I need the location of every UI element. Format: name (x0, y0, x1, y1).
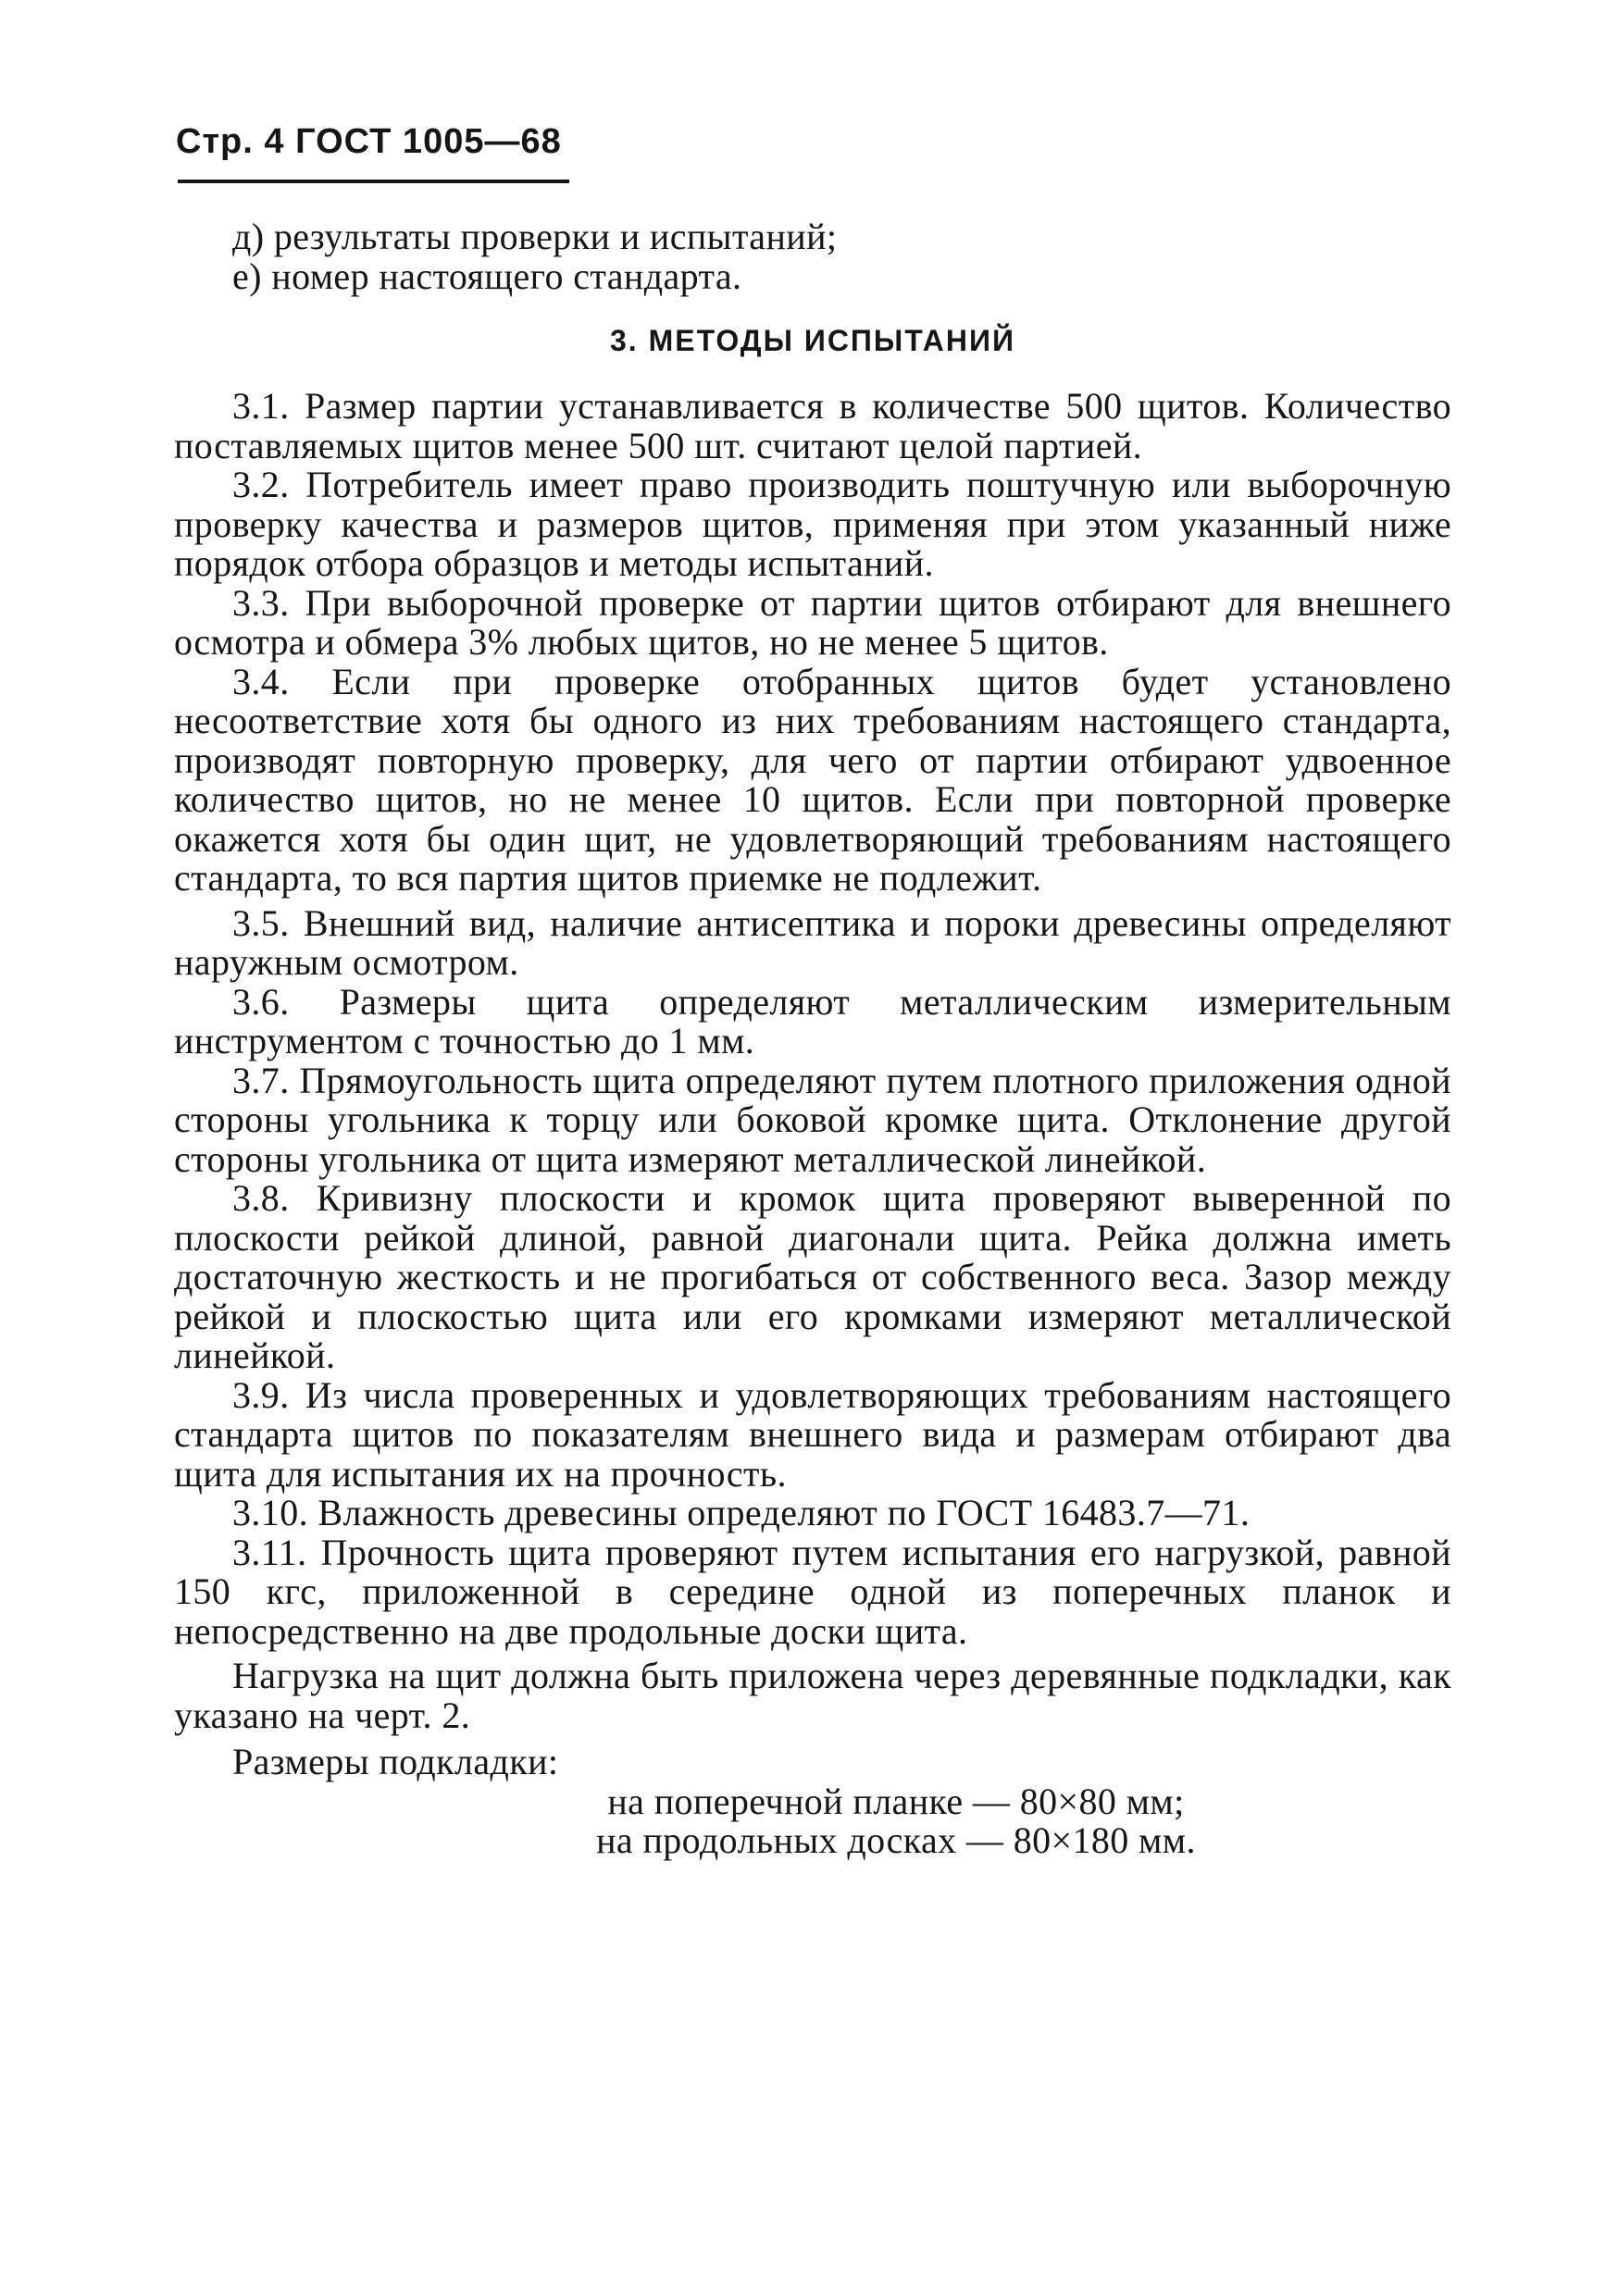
list-item-d: д) результаты проверки и испытаний; (232, 216, 838, 257)
dimension-cross-bar: на поперечной планке — 80×80 мм; (607, 1780, 1185, 1822)
document-body (174, 217, 1451, 1861)
paragraph-3-1: 3.1. Размер партии устанавливается в количестве 500 щитов. Количество поставляемых щитов менее 500 шт. считают целой партией. (174, 385, 1451, 466)
paragraph-3-10: 3.10. Влажность древесины определяют по ГОСТ 16483.7—71. (232, 1492, 1251, 1533)
list-item-e: е) номер настоящего стандарта. (232, 254, 742, 297)
paragraph-3-4: 3.4. Если при проверке отобранных щитов будет установлено несоответствие хотя бы одного из них требованиям настоящего стандарта, производят повторную проверку, для чего от партии отбирают удвоенное количество щитов, но не менее 10 щитов. Если при повторной проверке окажется хотя бы один щит, не удовлетворяющий требованиям настоящего стандарта, то вся партия щитов приемке не подлежит. (174, 660, 1451, 899)
paragraph-3-6: 3.6. Размеры щита определяют металлическим измерительным инструментом с точностью до 1 мм. (174, 980, 1451, 1061)
page-header: Стр. 4 ГОСТ 1005—68 (176, 122, 562, 161)
paragraph-3-8: 3.8. Кривизну плоскости и кромок щита проверяют выверенной по плоскости рейкой длиной, равной диагонали щита. Рейка должна иметь достаточную жесткость и не прогибаться от собственного веса. Зазор между рейкой и плоскостью щита или его кромками измеряют металлической линейкой. (174, 1177, 1451, 1376)
header-rule (178, 180, 569, 183)
paragraph-3-7: 3.7. Прямоугольность щита определяют путем плотного приложения одной стороны угольника к торцу или боковой кромке щита. Отклонение другой стороны угольника от щита измеряют металлической линейкой. (174, 1059, 1451, 1180)
paragraph-3-5: 3.5. Внешний вид, наличие антисептика и пороки древесины определяют наружным осмотром. (174, 901, 1451, 983)
section-title: 3. МЕТОДЫ ИСПЫТАНИЙ (610, 324, 1015, 357)
paragraph-3-2: 3.2. Потребитель имеет право производить поштучную или выборочную проверку качества и размеров щитов, применяя при этом указанный ниже порядок отбора образцов и методы испытаний. (174, 464, 1451, 584)
paragraph-3-3: 3.3. При выборочной проверке от партии щитов отбирают для внешнего осмотра и обмера 3% любых щитов, но не менее 5 щитов. (174, 581, 1451, 663)
paragraph-load: Нагрузка на щит должна быть приложена через деревянные подкладки, как указано на черт. 2. (174, 1655, 1451, 1736)
paragraph-3-11: 3.11. Прочность щита проверяют путем испытания его нагрузкой, равной 150 кгс, приложенной в середине одной из поперечных планок и непосредственно на две продольные доски щита. (174, 1531, 1451, 1652)
dimensions-label: Размеры подкладки: (232, 1741, 559, 1782)
paragraph-3-9: 3.9. Из числа проверенных и удовлетворяющих требованиям настоящего стандарта щитов по показателям внешнего вида и размерам отбирают два щита для испытания их на прочность. (174, 1373, 1451, 1495)
dimension-long-boards: на продольных досках — 80×180 мм. (596, 1819, 1196, 1861)
